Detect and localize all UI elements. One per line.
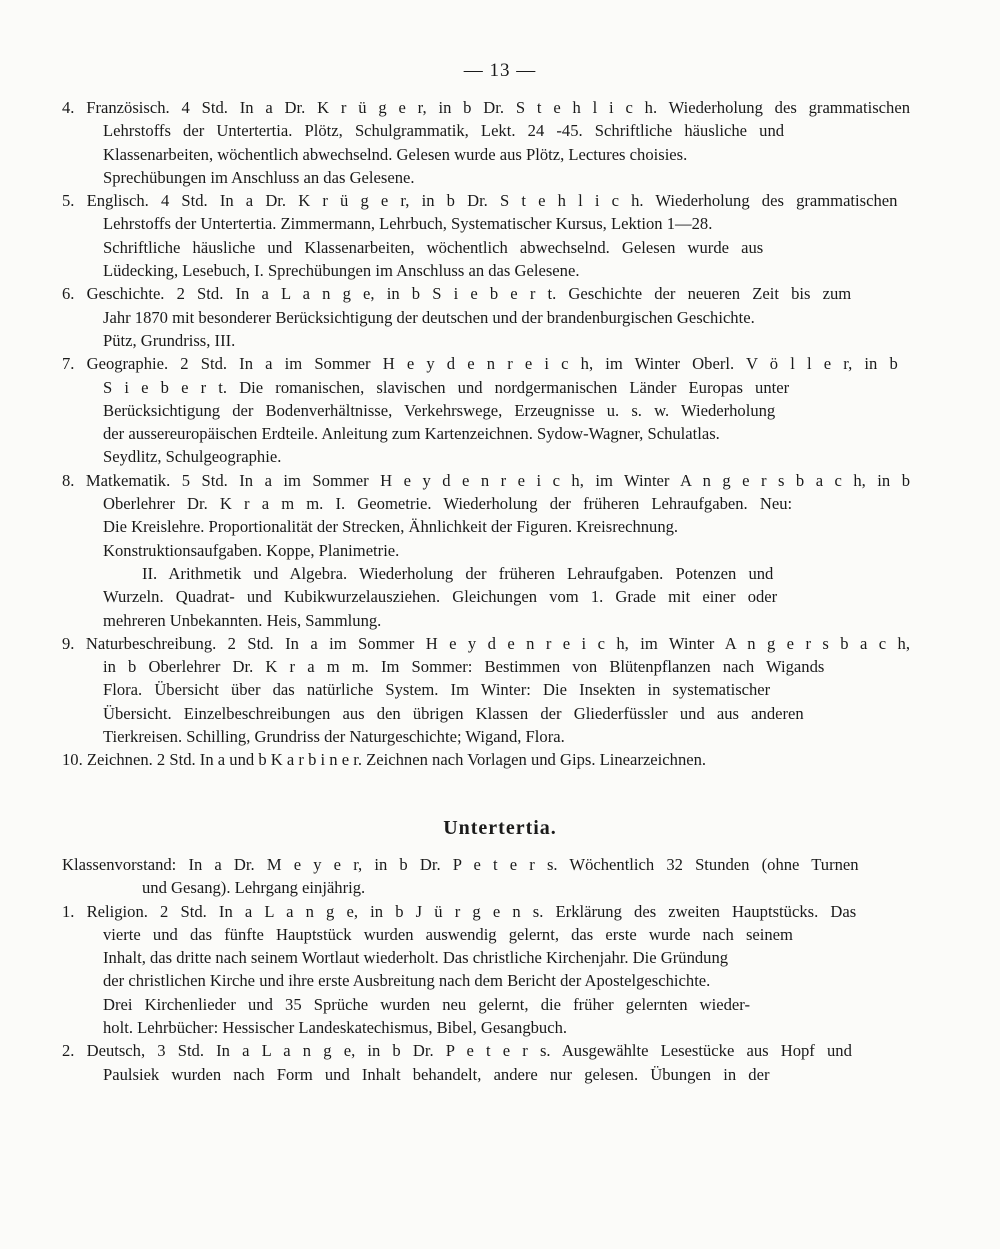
text-line: Konstruktionsaufgaben. Koppe, Planimetrie. [103, 540, 400, 560]
text-line: mehreren Unbekannten. Heis, Sammlung. [103, 610, 382, 630]
text-line: Jahr 1870 mit besonderer Berücksichtigung der deutschen und der brandenburgischen Geschichte. [103, 307, 755, 327]
text-line: Sprechübungen im Anschluss an das Gelesene. [103, 167, 415, 187]
text-line: 6. Geschichte. 2 Std. In a L a n g e, in b S i e b e r t. Geschichte der neueren Zeit bis zum [62, 284, 852, 304]
page-number: — 13 — [463, 60, 537, 81]
text-line: vierte und das fünfte Hauptstück wurden auswendig gelernt, das erste wurde nach seinem [103, 924, 793, 944]
text-line: und Gesang). Lehrgang einjährig. [142, 878, 366, 898]
text-line: Lüdecking, Lesebuch, I. Sprechübungen im Anschluss an das Gelesene. [103, 261, 580, 281]
text-line: Lehrstoffs der Untertertia. Plötz, Schulgrammatik, Lekt. 24 -45. Schriftliche häusliche und [103, 121, 785, 141]
text-line: Drei Kirchenlieder und 35 Sprüche wurden neu gelernt, die früher gelernten wieder- [103, 994, 751, 1014]
text-line: Übersicht. Einzelbeschreibungen aus den übrigen Klassen der Gliederfüssler und aus anderen [103, 703, 804, 723]
text-line: Schriftliche häusliche und Klassenarbeiten, wöchentlich abwechselnd. Gelesen wurde aus [103, 237, 764, 257]
text-line: der christlichen Kirche und ihre erste Ausbreitung nach dem Bericht der Apostelgeschichte. [103, 971, 711, 991]
text-line: Die Kreislehre. Proportionalität der Strecken, Ähnlichkeit der Figuren. Kreisrechnung. [103, 517, 679, 537]
text-line: Lehrstoffs der Untertertia. Zimmermann, Lehrbuch, Systematischer Kursus, Lektion 1—28. [103, 214, 713, 234]
text-line: 7. Geographie. 2 Std. In a im Sommer H e y d e n r e i c h, im Winter Oberl. V ö l l e r, in b [62, 354, 898, 374]
text-line: 5. Englisch. 4 Std. In a Dr. K r ü g e r, in b Dr. S t e h l i c h. Wiederholung des grammatischen [62, 191, 898, 211]
section-title: Untertertia. [443, 817, 557, 839]
text-line: Klassenarbeiten, wöchentlich abwechselnd. Gelesen wurde aus Plötz, Lectures choisies. [103, 144, 688, 164]
text-line: Inhalt, das dritte nach seinem Wortlaut wiederholt. Das christliche Kirchenjahr. Die Gründung [103, 948, 729, 968]
text-line: S i e b e r t. Die romanischen, slavischen und nordgermanischen Länder Europas unter [103, 377, 790, 397]
text-line: II. Arithmetik und Algebra. Wiederholung der früheren Lehraufgaben. Potenzen und [142, 563, 774, 583]
text-line: Seydlitz, Schulgeographie. [103, 447, 282, 467]
text-line: 4. Französisch. 4 Std. In a Dr. K r ü g e r, in b Dr. S t e h l i c h. Wiederholung des grammatischen [62, 98, 910, 117]
text-line: 8. Matkematik. 5 Std. In a im Sommer H e y d e n r e i c h, im Winter A n g e r s b a c h, in b [62, 470, 910, 490]
text-line: Wurzeln. Quadrat- und Kubikwurzelausziehen. Gleichungen vom 1. Grade mit einer oder [103, 587, 778, 607]
text-line: Klassenvorstand: In a Dr. M e y e r, in b Dr. P e t e r s. Wöchentlich 32 Stunden (ohne Turnen [62, 855, 859, 874]
curriculum-lower-section [62, 853, 910, 1086]
text-line: Oberlehrer Dr. K r a m m. I. Geometrie. Wiederholung der früheren Lehraufgaben. Neu: [103, 494, 793, 514]
text-line: holt. Lehrbücher: Hessischer Landeskatechismus, Bibel, Gesangbuch. [103, 1018, 568, 1038]
text-line: Flora. Übersicht über das natürliche System. Im Winter: Die Insekten in systematischer [103, 680, 771, 700]
text-line: der aussereuropäischen Erdteile. Anleitung zum Kartenzeichnen. Sydow-Wagner, Schulatlas. [103, 424, 720, 444]
text-line: Berücksichtigung der Bodenverhältnisse, Verkehrswege, Erzeugnisse u. s. w. Wiederholung [103, 400, 776, 420]
text-line: in b Oberlehrer Dr. K r a m m. Im Sommer: Bestimmen von Blütenpflanzen nach Wigands [103, 657, 825, 677]
text-line: 2. Deutsch, 3 Std. In a L a n g e, in b Dr. P e t e r s. Ausgewählte Lesestücke aus Hopf und [62, 1041, 852, 1061]
text-line: Tierkreisen. Schilling, Grundriss der Naturgeschichte; Wigand, Flora. [103, 727, 565, 747]
text-line: 9. Naturbeschreibung. 2 Std. In a im Sommer H e y d e n r e i c h, im Winter A n g e r s b a c h, [62, 633, 910, 653]
text-line: 10. Zeichnen. 2 Std. In a und b K a r b i n e r. Zeichnen nach Vorlagen und Gips. Linearzeichnen. [62, 750, 707, 770]
curriculum-upper-section [62, 96, 910, 772]
text-line: Pütz, Grundriss, III. [103, 330, 236, 350]
text-line: Paulsiek wurden nach Form und Inhalt behandelt, andere nur gelesen. Übungen in der [103, 1064, 770, 1084]
text-line: 1. Religion. 2 Std. In a L a n g e, in b J ü r g e n s. Erklärung des zweiten Hauptstücks. Das [62, 901, 857, 921]
